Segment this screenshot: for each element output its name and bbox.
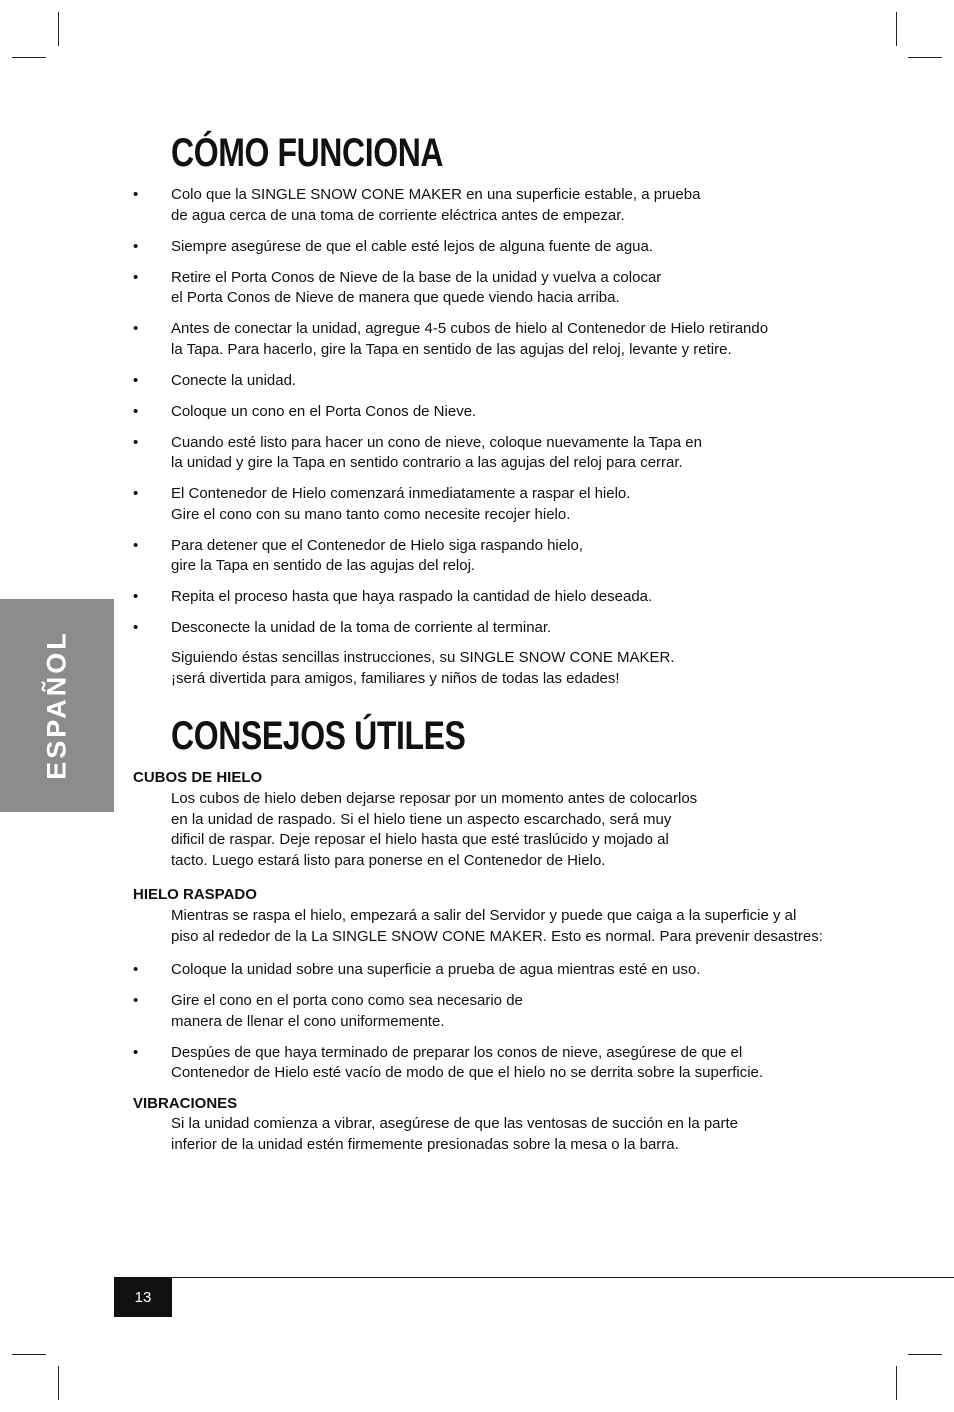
bullet-icon: • — [133, 268, 139, 286]
closing-paragraph: Siguiendo éstas sencillas instrucciones, su SINGLE SNOW CONE MAKER. ¡será divertida para amigos, familiares y niños de todas las edades! — [171, 649, 675, 687]
crop-mark — [908, 1354, 942, 1355]
subheading-vibraciones: VIBRACIONES — [133, 1095, 238, 1112]
crop-mark — [58, 1366, 59, 1400]
bullet-icon: • — [133, 992, 139, 1009]
bullet-icon: • — [133, 186, 139, 203]
list-item: • Coloque la unidad sobre una superficie a prueba de agua mientras esté en uso. — [0, 960, 763, 981]
list-item: • Despúes de que haya terminado de preparar los conos de nieve, asegúrese de que el Contenedor de Hielo esté vacío de modo de que el hielo no se derrita sobre la superficie. — [133, 1043, 764, 1081]
crop-mark — [896, 12, 897, 46]
bullet-icon: • — [133, 588, 139, 605]
bullet-icon: • — [133, 237, 139, 255]
crop-mark — [12, 1354, 46, 1355]
list-item: • El Contenedor de Hielo comenzará inmediatamente a raspar el hielo. Gire el cono con su mano tanto como necesite recojer hielo. — [133, 485, 631, 523]
bullet-icon: • — [133, 536, 139, 554]
footer-rule — [114, 1277, 954, 1278]
cubos-paragraph: Los cubos de hielo deben dejarse reposar por un momento antes de colocarlos en la unidad de raspado. Si el hielo tiene un aspecto escarchado, será muy dificil de raspar. Deje reposar el hielo hasta que esté traslúcido y mojado al tacto. Luego estará listo para ponerse en el Contenedor de Hielo. — [171, 790, 698, 869]
bullet-icon: • — [133, 619, 139, 636]
section-title-consejos-utiles: CONSEJOS ÚTILES — [171, 714, 466, 758]
list-item: • Gire el cono en el porta cono como sea necesario de manera de llenar el cono uniformemente. — [133, 992, 523, 1030]
list-item: • Colo que la SINGLE SNOW CONE MAKER en una superficie estable, a prueba de agua cerca de una toma de corriente eléctrica antes de empezar. — [133, 186, 701, 224]
bullet-icon: • — [133, 402, 139, 420]
como-funciona-list — [0, 185, 768, 639]
list-item: • Cuando esté listo para hacer un cono de nieve, coloque nuevamente la Tapa en la unidad y gire la Tapa en sentido contrario a las agujas del reloj para cerrar. — [133, 433, 702, 471]
language-tab-label: ESPAÑOL — [41, 630, 72, 780]
list-item: • Coloque un cono en el Porta Conos de Nieve. — [0, 402, 768, 423]
crop-mark — [58, 12, 59, 46]
bullet-icon: • — [133, 1043, 139, 1061]
list-item: • Antes de conectar la unidad, agregue 4-5 cubos de hielo al Contenedor de Hielo retirando la Tapa. Para hacerlo, gire la Tapa en sentido de las agujas del reloj, levante y retire. — [133, 320, 769, 358]
vibraciones-paragraph: Si la unidad comienza a vibrar, asegúrese de que las ventosas de succión en la parte inferior de la unidad estén firmemente presionadas sobre la mesa o la barra. — [171, 1115, 739, 1153]
crop-mark — [908, 57, 942, 58]
section-title-como-funciona: CÓMO FUNCIONA — [171, 131, 444, 175]
crop-mark — [12, 57, 46, 58]
list-item: • Siempre asegúrese de que el cable esté lejos de alguna fuente de agua. — [0, 237, 768, 258]
crop-mark — [896, 1366, 897, 1400]
bullet-icon: • — [133, 320, 139, 337]
bullet-icon: • — [133, 485, 139, 502]
bullet-icon: • — [133, 371, 139, 389]
raspado-list — [0, 960, 763, 1084]
list-item: • Para detener que el Contenedor de Hielo siga raspando hielo, gire la Tapa en sentido de las agujas del reloj. — [133, 536, 583, 574]
list-item: • Retire el Porta Conos de Nieve de la base de la unidad y vuelva a colocar el Porta Conos de Nieve de manera que quede viendo hacia arriba. — [133, 268, 662, 306]
subheading-hielo-raspado: HIELO RASPADO — [133, 886, 257, 903]
subheading-cubos-de-hielo: CUBOS DE HIELO — [133, 769, 263, 786]
list-item: • Repita el proceso hasta que haya raspado la cantidad de hielo deseada. — [0, 587, 768, 608]
bullet-icon: • — [133, 433, 139, 451]
list-item: • Conecte la unidad. — [0, 371, 768, 392]
page-number: 13 — [114, 1278, 172, 1317]
bullet-icon: • — [133, 961, 139, 978]
raspado-paragraph: Mientras se raspa el hielo, empezará a salir del Servidor y puede que caiga a la superficie y al piso al rededor de la La SINGLE SNOW CONE MAKER. Esto es normal. Para prevenir desastres: — [171, 907, 823, 945]
list-item: • Desconecte la unidad de la toma de corriente al terminar. — [0, 618, 768, 639]
